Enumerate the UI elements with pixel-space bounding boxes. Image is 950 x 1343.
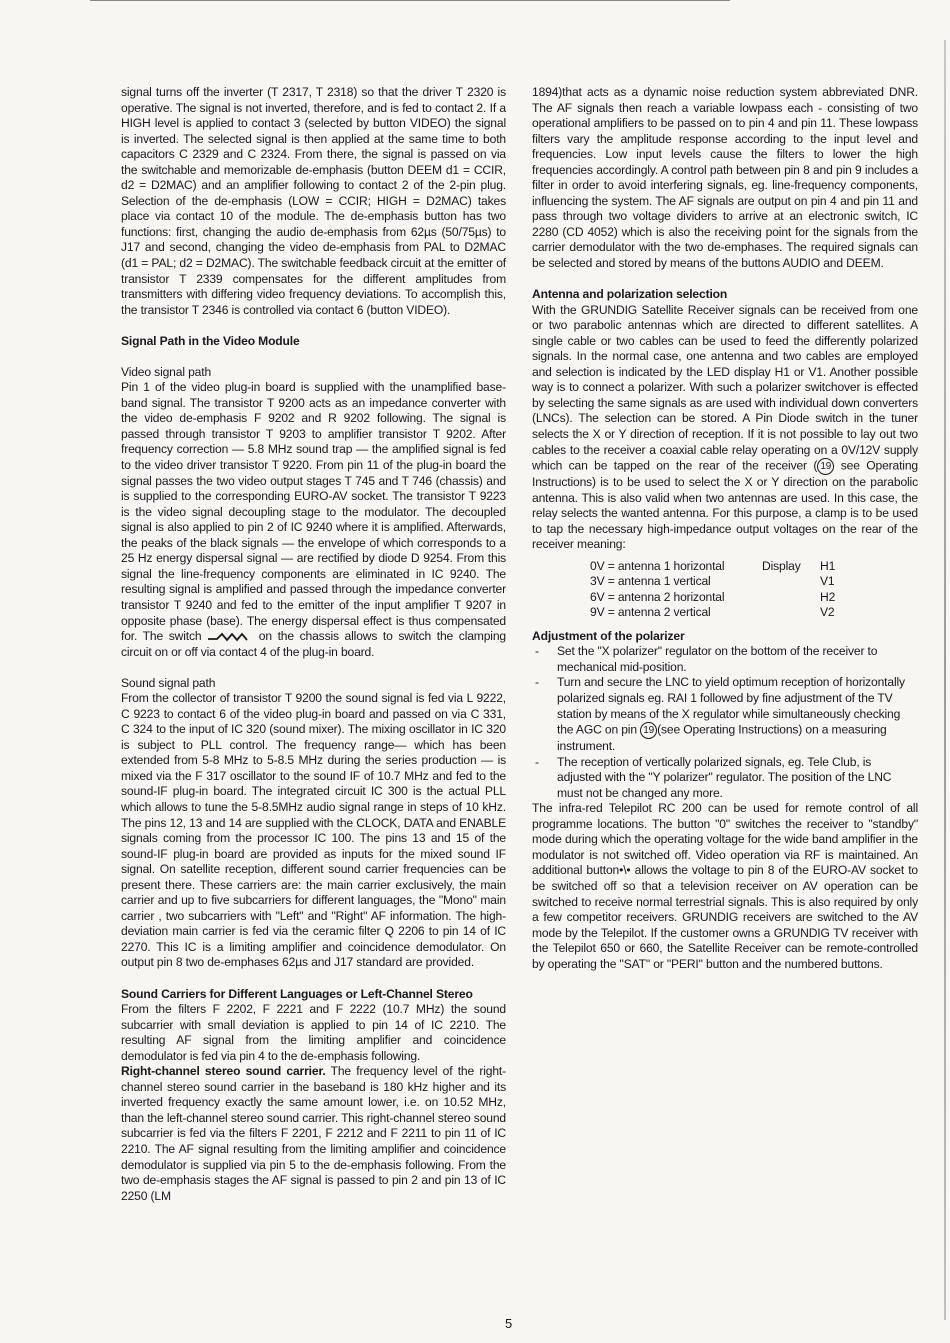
adjustment-steps: [532, 644, 918, 801]
display-label: [762, 605, 820, 621]
antenna-voltage: 6V = antenna 2 horizontal: [590, 589, 725, 604]
right-column: [532, 85, 918, 972]
display-indicator: H1: [820, 558, 836, 573]
left-column: [121, 85, 506, 1204]
subheading-sound-signal-path: Sound signal path: [121, 675, 216, 690]
subheading-video-signal-path: Video signal path: [121, 364, 212, 379]
antenna-voltage: 3V = antenna 1 vertical: [590, 574, 711, 589]
paragraph-sound-carriers: From the filters F 2202, F 2221 and F 2222 (10.7 MHz) the sound subcarrier with small deviation is applied to pin 14 of IC 2210. The resulting AF signal from the limiting amplifier and coincidence demodulator is fed via pin 4 to the de-emphasis following.: [121, 1002, 506, 1063]
paragraph-dnr: 1894)that acts as a dynamic noise reduction system abbreviated DNR. The AF signals then reach a variable lowpass each - consisting of two operational amplifiers to be passed on to pin 4 and pin 11. These lowpass filters vary the amplitude response according to the input level and frequencies. Low input levels cause the filters to lower the high frequencies accordingly. A control path between pin 8 and pin 9 includes a filter in order to avoid interfering signals, eg. line-frequency components, influencing the system. The AF signals are output on pin 4 and pin 11 and pass through two voltage dividers to arrive at an electronic switch, IC 2280 (CD 4052) which is also the receiving point for the signals from the carrier demodulator with the two de-emphases. The required signals can be selected and stored by means of the buttons AUDIO and DEEM.: [532, 85, 918, 271]
reference-19-icon: 19: [817, 458, 834, 475]
reference-19-icon: 19: [640, 722, 657, 739]
display-indicator: V2: [820, 605, 835, 620]
display-indicator: H2: [820, 589, 836, 604]
antenna-row: [590, 574, 835, 590]
heading-sound-carriers: Sound Carriers for Different Languages or Left-Channel Stereo: [121, 986, 473, 1001]
paragraph-inverter: signal turns off the inverter (T 2317, T 2318) so that the driver T 2320 is operative. The signal is not inverted, therefore, and is fed to contact 2. If a HIGH level is applied to contact 3 (selected by button VIDEO) the signal is inverted. The selected signal is then applied at the same time to both capacitors C 2329 and C 2324. From there, the signal is passed on via the switchable and memorizable de-emphasis (button DEEM d1 = CCIR, d2 = D2MAC) and an amplifier following to contact 2 of the 2-pin plug. Selection of the de-emphasis (LOW = CCIR; HIGH = D2MAC) takes place via contact 10 of the module. The de-emphasis button has two functions: first, changing the audio de-emphasis from 62µs (50/75µs) to J17 and second, changing the video de-emphasis from PAL to D2MAC (d1 = PAL; d2 = D2MAC). The switchable feedback circuit at the emitter of transistor T 2339 compensates for the different amplitudes from transmitters with differing video frequency deviations. To accomplish this, the transistor T 2346 is controlled via contact 6 (button VIDEO).: [121, 85, 506, 317]
antenna-voltage-table: [590, 559, 835, 621]
antenna-row: [590, 559, 835, 575]
tv-button-symbol-icon: •\•: [619, 863, 631, 878]
paragraph-antenna: With the GRUNDIG Satellite Receiver signals can be received from one or two parabolic antennas which are directed to different satellites. A single cable or two cables can be used to feed the differently polarized signals. In the normal case, one antenna and two cables are employed and selection is indicated by the LED display H1 or V1. Another possible way is to connect a polarizer. With such a polarizer switchover is effected by selecting the same signals as are used with individual down converters (LNCs). The selection can be stored. A Pin Diode switch in the tuner selects the X or Y direction of reception. If it is not possible to lay out two cables to the receiver a coaxial cable relay operating on a 0V/12V supply which can be tapped on the rear of the receiver ( 19 see Operating Instructions) is to be used to select the X or Y direction on the parabolic antenna. This is also valid when two antennas are used. In this case, the relay selects the wanted antenna. For this purpose, a clamp is to be used to tap the necessary high-impedance output voltages on the rear of the receiver meaning:: [532, 302, 919, 552]
adjustment-step-3: - The reception of vertically polarized signals, eg. Tele Club, is adjusted with the "Y polarizer" regulator. The position of the LNC must not be changed any more.: [535, 754, 892, 800]
clamp-switch-symbol-icon: [207, 631, 253, 643]
display-label: [762, 574, 820, 590]
adjustment-step-1: - Set the "X polarizer" regulator on the bottom of the receiver to mechanical mid-position.: [535, 644, 878, 674]
antenna-row: [590, 605, 835, 621]
display-indicator: V1: [820, 574, 835, 589]
adjustment-step-2: - Turn and secure the LNC to yield optimum reception of horizontally polarized signals eg. RAI 1 followed by fine adjustment of the TV station by means of the X regulator while simultaneously checking the AGC on pin 19 (see Operating Instructions) on a measuring instrument.: [535, 675, 905, 754]
paragraph-right-channel: Right-channel stereo sound carrier. The frequency level of the right-channel stereo sound carrier in the baseband is 180 kHz higher and its inverted frequency exactly the same amount lower, i.e. on 10.52 MHz, than the left-channel stereo sound carrier. This right-channel stereo sound subcarrier is fed via the filters F 2201, F 2212 and F 2211 to pin 11 of IC 2210. The AF signal resulting from the limiting amplifier and coincidence demodulator is supplied via pin 5 to the de-emphasis following. From the two de-emphasis stages the AF signal is passed to pin 2 and pin 13 of IC 2250 (LM: [121, 1064, 506, 1203]
paragraph-sound-signal-path: From the collector of transistor T 9200 the sound signal is fed via L 9222, C 9223 to contact 6 of the video plug-in board and passed on via C 331, C 324 to the input of IC 320 (sound mixer). The mixing oscillator in IC 320 is subject to PLL control. The frequency range— which has been extended from 5-8 MHz to 5-8.5 MHz during the series production — is mixed via the F 317 oscillator to the sound IF of 10.7 MHz and fed to the sound-IF plug-in board. The integrated circuit IC 300 is the actual PLL which allows to tune the 5-8.5MHz audio signal range in steps of 10 kHz. The pins 12, 13 and 14 are supplied with the CLOCK, DATA and ENABLE signals coming from the processor IC 100. The pins 13 and 15 of the sound-IF plug-in board are provided as inputs for the mixed sound IF signal. On satellite reception, different sound carrier frequencies can be present there. These carriers are: the main carrier exclusively, the main carrier and up to five subcarriers for different languages, the "Mono" main carrier , two subcarriers with "Left" and "Right" AF information. The high-deviation main carrier is fed via the ceramic filter Q 2206 to pin 14 of IC 2270. This IC is a limiting amplifier and coincidence demodulator. On output pin 8 two de-emphases 62µs and J17 standard are provided.: [121, 691, 506, 970]
heading-right-channel: Right-channel stereo sound carrier.: [121, 1064, 326, 1079]
display-label: Display: [762, 558, 801, 573]
antenna-voltage: 0V = antenna 1 horizontal: [590, 558, 725, 573]
display-label: [762, 590, 820, 606]
heading-adjustment-polarizer: Adjustment of the polarizer: [532, 628, 685, 643]
antenna-row: [590, 590, 835, 606]
paragraph-remote-control: The infra-red Telepilot RC 200 can be used for remote control of all programme locations. The button "0" switches the receiver to "standby" mode during which the operating voltage for the wide band amplifier in the modulator is not switched off. Video operation via RF is maintained. An additional button•\• allows the voltage to pin 8 of the EURO-AV socket to be switched off so that a television receiver on AV operation can be switched to receive normal terrestrial signals. This is also required by only a few competitor receivers. GRUNDIG receivers are switched to the AV mode by the Telepilot. If the customer owns a GRUNDIG TV receiver with the Telepilot 650 or 660, the Satellite Receiver can be remote-controlled by operating the "SAT" or "PERI" button and the numbered buttons.: [532, 801, 918, 971]
heading-video-module: Signal Path in the Video Module: [121, 333, 300, 348]
antenna-voltage: 9V = antenna 2 vertical: [590, 605, 711, 620]
paragraph-video-signal-path: Pin 1 of the video plug-in board is supplied with the unamplified base-band signal. The transistor T 9200 acts as an impedance converter with the video de-emphasis F 9202 and R 9202 following. The signal is passed through transistor T 9203 to amplifier transistor T 9202. After frequency correction — 5.8 MHz sound trap — the amplified signal is fed to the video driver transistor T 9220. From pin 11 of the plug-in board the signal passes the two video output stages T 745 and T 746 (chassis) and is supplied to the corresponding EURO-AV socket. The transistor T 9223 is the video signal decoupling stage to the modulator. The decoupled signal is also applied to pin 2 of IC 9240 where it is amplified. Afterwards, the peaks of the black signals — the envelope of which corresponds to a 25 Hz energy dispersal signal — are rectified by diode D 9254. From this signal the line-frequency components are eliminated in IC 9240. The resulting signal is amplified and passed through the impedance converter transistor T 9240 and fed to the emitter of the input amplifier T 9207 in opposite phase (base). The energy dispersal effect is thus compensated for. The switch on the chassis allows to switch the clamping circuit on or off via contact 4 of the plug-in board.: [121, 380, 506, 659]
page-number: 5: [505, 1316, 513, 1331]
heading-antenna-polarization: Antenna and polarization selection: [532, 287, 728, 302]
